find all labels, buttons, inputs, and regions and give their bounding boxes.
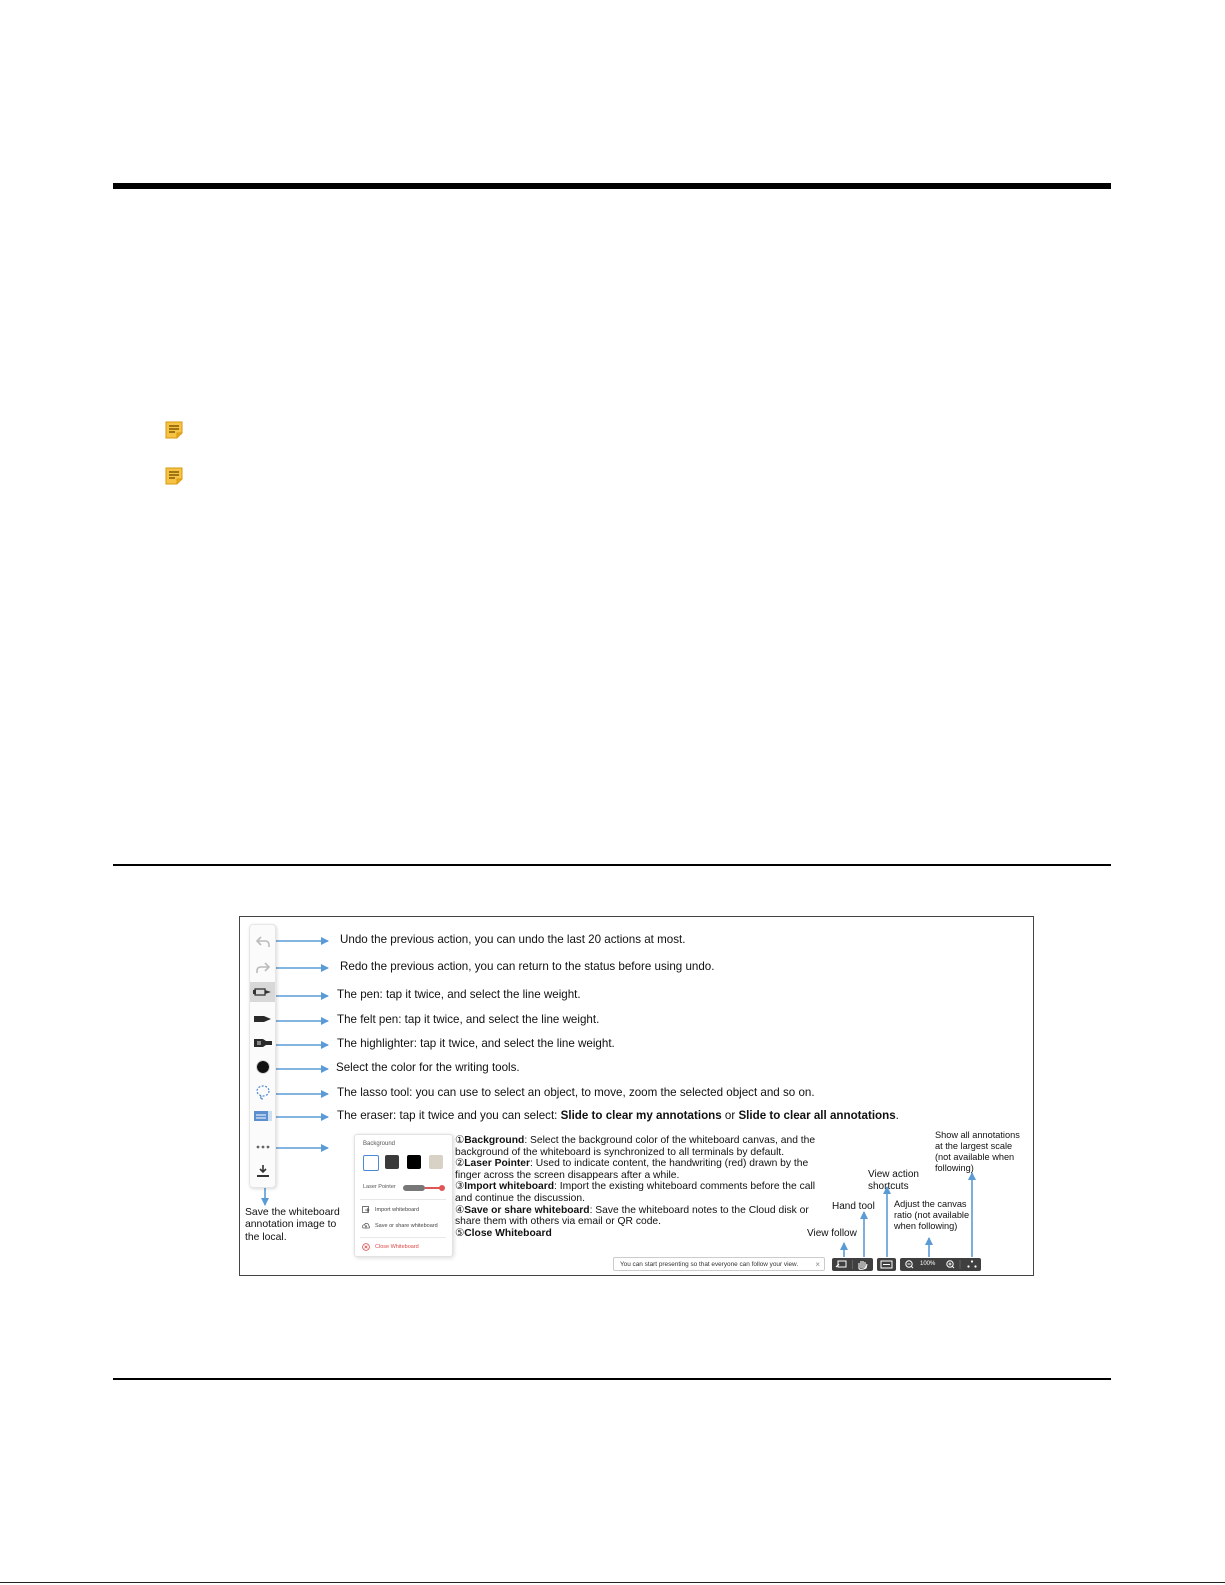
description-number: ② (455, 1158, 465, 1170)
zoom-out-icon (906, 1261, 913, 1268)
description-background (455, 1135, 825, 1158)
import-whiteboard-label: Import whiteboard (375, 1207, 420, 1213)
eraser-icon[interactable] (253, 1106, 273, 1126)
view-shortcuts-callout: View action shortcuts (868, 1169, 919, 1192)
felt-pen-callout: The felt pen: tap it twice, and select the line weight. (337, 1013, 600, 1026)
undo-icon[interactable] (253, 932, 273, 952)
toast-text: You can start presenting so that everyone can follow your view. (620, 1261, 799, 1268)
section-rule (113, 1378, 1111, 1380)
description-number: ③ (455, 1181, 465, 1193)
redo-icon[interactable] (253, 958, 273, 978)
close-icon (362, 1243, 370, 1251)
description-number: ① (455, 1135, 465, 1146)
description-title: Close Whiteboard (464, 1227, 552, 1239)
description-number: ④ (455, 1204, 465, 1216)
laser-dot (439, 1185, 445, 1191)
section-rule (113, 864, 1111, 866)
footer-rule (0, 1582, 1225, 1583)
laser-pointer-label: Laser Pointer (363, 1184, 396, 1190)
swatch-white[interactable] (363, 1155, 379, 1171)
description-text: : Save the whiteboard notes to the Cloud disk or share them with others via email or QR code. (455, 1204, 809, 1228)
fit-all-icon (967, 1260, 976, 1267)
highlighter-icon[interactable] (253, 1033, 273, 1053)
view-follow-icon (836, 1261, 846, 1267)
canvas-ratio-callout: Adjust the canvas ratio (not available when following) (894, 1199, 970, 1231)
description-title: Background (464, 1135, 525, 1146)
lasso-callout: The lasso tool: you can use to select an object, to move, zoom the selected object and so on. (337, 1086, 815, 1099)
felt-pen-icon[interactable] (253, 1009, 273, 1029)
description-text: : Select the background color of the whiteboard canvas, and the background of the whiteboard is synchronized to all terminals by default. (455, 1135, 816, 1158)
description-title: Laser Pointer (464, 1158, 531, 1170)
cloud-upload-icon (362, 1222, 370, 1230)
shortcuts-button[interactable] (877, 1258, 896, 1271)
pen-icon[interactable] (250, 982, 275, 1002)
zoom-controls (900, 1258, 981, 1271)
color-icon[interactable] (253, 1057, 273, 1077)
description-save-share (455, 1205, 825, 1228)
description-close (455, 1228, 825, 1240)
eraser-callout (337, 1109, 899, 1123)
presenting-toast (613, 1257, 825, 1271)
view-follow-callout: View follow (807, 1228, 857, 1239)
swatch-black[interactable] (407, 1155, 421, 1169)
description-number: ⑤ (455, 1227, 465, 1239)
highlighter-callout: The highlighter: tap it twice, and select the line weight. (337, 1037, 615, 1050)
zoom-in-icon (947, 1261, 954, 1268)
whiteboard-toolbar-figure (239, 916, 1034, 1276)
note-icon (164, 466, 184, 486)
panel-descriptions (455, 1135, 825, 1239)
description-laser-pointer (455, 1158, 825, 1181)
save-local-callout: Save the whiteboard annotation image to the local. (245, 1207, 340, 1243)
undo-callout: Undo the previous action, you can undo the last 20 actions at most. (340, 933, 686, 946)
eraser-callout-suffix: . (895, 1109, 899, 1122)
note-icon (164, 420, 184, 440)
redo-callout: Redo the previous action, you can return to the status before using undo. (340, 960, 715, 973)
background-title: Background (363, 1141, 396, 1147)
laser-line (425, 1187, 440, 1189)
lasso-icon[interactable] (253, 1082, 273, 1102)
eraser-callout-or: or (721, 1109, 739, 1122)
description-title: Import whiteboard (464, 1181, 555, 1193)
color-callout: Select the color for the writing tools. (336, 1061, 520, 1074)
swatch-dark-gray[interactable] (385, 1155, 399, 1169)
close-whiteboard-item[interactable] (362, 1243, 419, 1251)
menu-divider (360, 1237, 446, 1238)
save-share-whiteboard-item[interactable] (362, 1222, 438, 1230)
description-import (455, 1181, 825, 1204)
import-icon (362, 1206, 370, 1214)
more-options-panel (354, 1134, 453, 1257)
eraser-callout-prefix: The eraser: tap it twice and you can select: (337, 1109, 561, 1122)
eraser-option-mine: Slide to clear my annotations (560, 1109, 722, 1122)
hand-tool-callout: Hand tool (832, 1201, 875, 1212)
eraser-option-all: Slide to clear all annotations (738, 1109, 896, 1122)
description-text: : Used to indicate content, the handwriting (red) drawn by the finger across the screen disappears after a while. (455, 1158, 809, 1181)
show-all-callout: Show all annotations at the largest scale (not available when following) (935, 1130, 1020, 1173)
follow-hand-group (832, 1258, 873, 1271)
zoom-level: 100% (920, 1261, 936, 1267)
pen-callout: The pen: tap it twice, and select the line weight. (337, 988, 581, 1001)
keyboard-icon (877, 1258, 896, 1271)
close-whiteboard-label: Close Whiteboard (375, 1244, 419, 1250)
import-whiteboard-item[interactable] (362, 1206, 419, 1214)
save-share-whiteboard-label: Save or share whiteboard (375, 1223, 438, 1229)
hand-icon (859, 1261, 867, 1269)
menu-divider (360, 1199, 446, 1200)
description-title: Save or share whiteboard (464, 1204, 590, 1216)
download-icon[interactable] (253, 1161, 273, 1181)
laser-pointer-toggle[interactable] (403, 1185, 425, 1191)
description-text: : Import the existing whiteboard comments before the call and continue the discussion. (455, 1181, 816, 1204)
swatch-beige[interactable] (429, 1155, 443, 1169)
whiteboard-toolbar (249, 924, 276, 1188)
close-icon[interactable]: × (815, 1260, 820, 1269)
header-rule (113, 183, 1111, 189)
more-icon[interactable] (253, 1137, 273, 1157)
